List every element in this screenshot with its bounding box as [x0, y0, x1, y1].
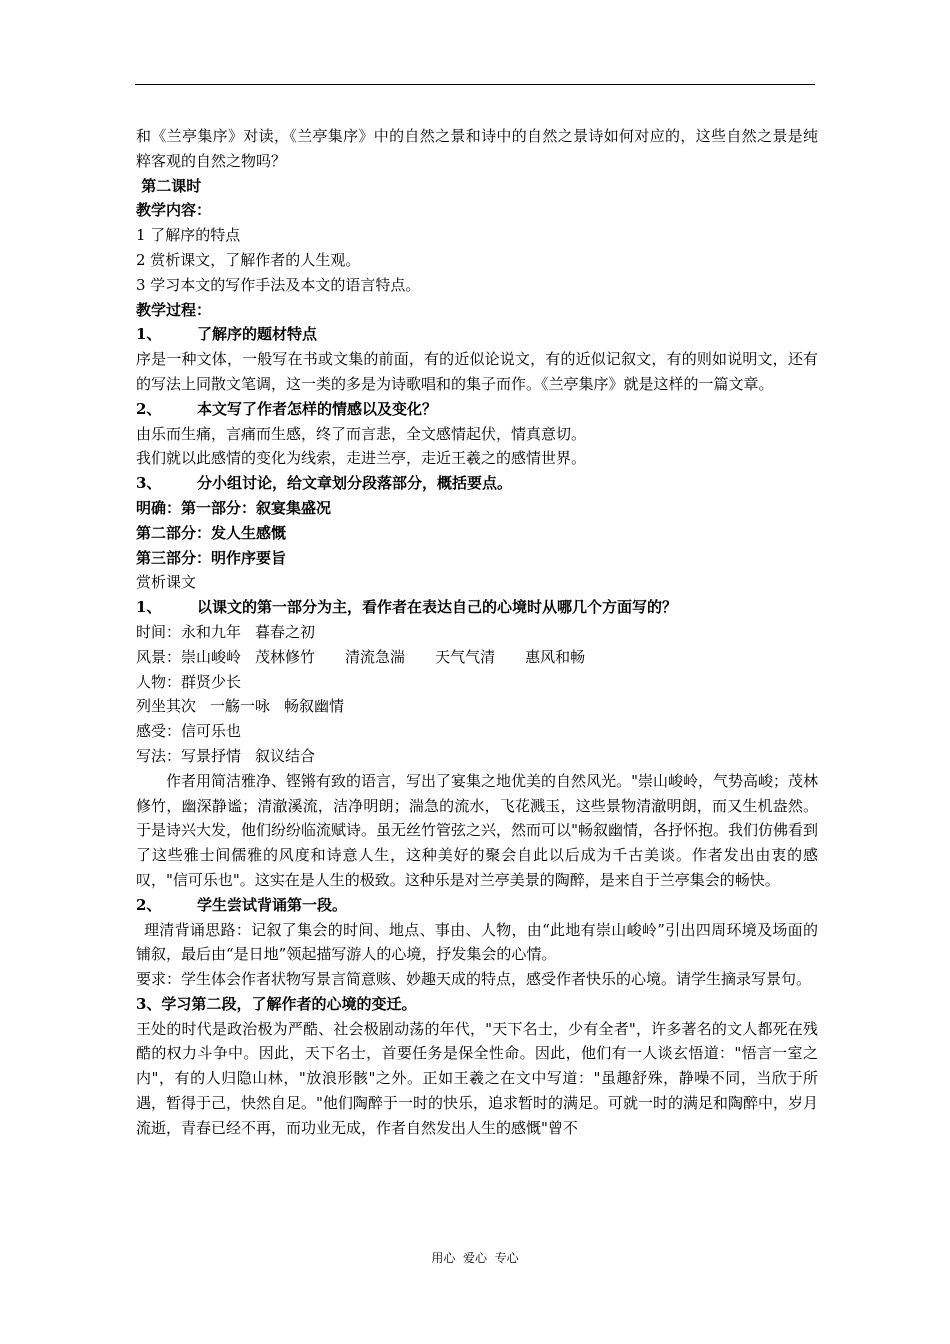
people-row: 人物：群贤少长 — [136, 672, 242, 691]
step-text: 序是一种文体，一般写在书或文集的前面，有的近似论说文，有的近似记叙文，有的则如说明文，还有的写法上同散文笔调，这一类的多是为诗歌唱和的集子而作。《兰亭集序》就是这样的一篇文章。 — [136, 350, 818, 393]
question-heading: 2、 学生尝试背诵第一段。 — [136, 895, 348, 914]
question-heading: 3、学习第二段，了解作者的心境的变迁。 — [136, 994, 417, 1013]
scene-row: 风景：崇山峻岭 茂林修竹 清流急湍 天气气清 惠风和畅 — [136, 647, 586, 666]
analysis-paragraph: 作者用简洁雅净、铿锵有致的语言，写出了宴集之地优美的自然风光。"崇山峻岭，气势高峻；茂林修竹，幽深静谧；清澈溪流，洁净明朗；湍急的流水，飞花溅玉，这些景物清澈明朗，而又生机盎然。于是诗兴大发，他们纷纷临流赋诗。虽无丝竹管弦之兴，然而可以"畅叙幽情，各抒怀抱。我们仿佛看到了这些雅士间儒雅的风度和诗意人生，这种美好的聚会自此以后成为千古美谈。作者发出由衷的感叹，"信可乐也"。这实在是人生的极致。这种乐是对兰亭美景的陶醉，是来自于兰亭集会的畅快。 — [136, 771, 818, 889]
content-heading: 教学内容： — [136, 201, 212, 220]
step-text: 我们就以此感情的变化为线索，走进兰亭，走近王羲之的感情世界。 — [136, 449, 587, 468]
extra-row: 列坐其次 一觞一咏 畅叙幽情 — [136, 697, 345, 716]
time-row: 时间：永和九年 暮春之初 — [136, 622, 316, 641]
requirement-paragraph: 要求：学生体会作者状物写景言简意赅、妙趣天成的特点，感受作者快乐的心境。请学生摘录写景句。 — [136, 970, 812, 989]
content-item: 2 赏析课文，了解作者的人生观。 — [136, 250, 361, 269]
appreciate-heading: 赏析课文 — [136, 573, 197, 592]
part-summary: 第三部分：明作序要旨 — [136, 548, 287, 567]
step-text: 由乐而生痛，言痛而生感，终了而言悲，全文感情起伏，情真意切。 — [136, 424, 587, 443]
recite-hint: 理清背诵思路：记叙了集会的时间、地点、事由、人物，由“此地有崇山峻岭”引出四周环境及场面的铺叙，最后由“是日地”领起描写游人的心境，抒发集会的心情。 — [136, 920, 818, 964]
part-summary: 第二部分：发人生感慨 — [136, 523, 287, 542]
page-footer: 用心 爱心 专心 — [431, 1251, 519, 1265]
step-heading: 3、 分小组讨论，给文章划分段落部分，概括要点。 — [136, 474, 513, 493]
content-item: 3 学习本文的写作手法及本文的语言特点。 — [136, 275, 421, 294]
method-row: 写法：写景抒情 叙议结合 — [136, 746, 316, 765]
intro-paragraph: 和《兰亭集序》对读，《兰亭集序》中的自然之景和诗中的自然之景诗如何对应的，这些自然之景是纯粹客观的自然之物吗？ — [136, 127, 818, 170]
lesson-title: 第二课时 — [141, 176, 202, 195]
content-item: 1 了解序的特点 — [136, 226, 241, 245]
part-summary: 明确：第一部分：叙宴集盛况 — [136, 498, 332, 517]
feeling-row: 感受：信可乐也 — [136, 722, 242, 741]
step-heading: 1、 了解序的题材特点 — [136, 325, 318, 344]
context-paragraph: 王处的时代是政治极为严酷、社会极剧动荡的年代，"天下名士，少有全者"，许多著名的文人都死在残酷的权力斗争中。因此，天下名士，首要任务是保全性命。因此，他们有一人谈玄悟道："悟言一室之内"，有的人归隐山林，"放浪形骸"之外。正如王羲之在文中写道："虽趣舒殊，静噪不同，当欣于所遇，暂得于己，快然自足。"他们陶醉于一时的快乐，追求暂时的满足。可就一时的满足和陶醉中，岁月流逝，青春已经不再，而功业无成，作者自然发出人生的感慨"曾不 — [136, 1019, 818, 1137]
question-heading: 1、 以课文的第一部分为主，看作者在表达自己的心境时从哪几个方面写的？ — [136, 598, 678, 617]
process-heading: 教学过程： — [136, 300, 212, 319]
document-body — [136, 124, 818, 1141]
header-rule — [135, 84, 815, 85]
step-heading: 2、 本文写了作者怎样的情感以及变化？ — [136, 399, 438, 418]
